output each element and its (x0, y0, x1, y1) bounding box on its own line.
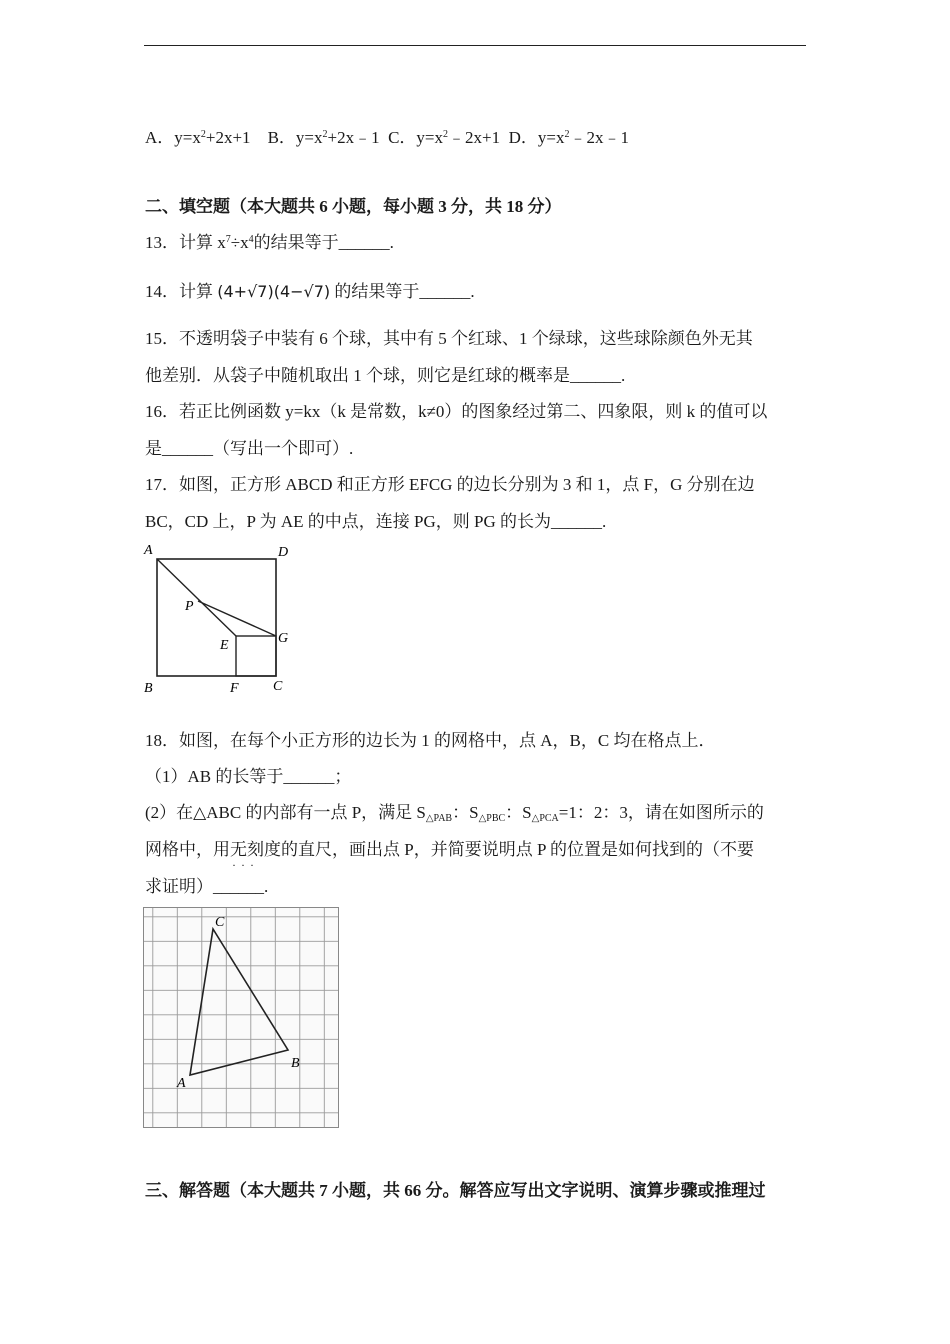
label-c: C (215, 915, 225, 930)
label-a: A (144, 543, 153, 558)
question-18-line-4: 求证明）______. (145, 877, 269, 896)
label-b: B (144, 681, 153, 696)
section-3-title: 三、解答题（本大题共 7 小题，共 66 分。解答应写出文字说明、演算步骤或推理过 (145, 1181, 766, 1200)
emphasis-dots: 无刻度 · · · (230, 840, 281, 859)
label-d: D (278, 545, 289, 560)
question-13: 13．计算 $x^7\div x^4$的结果等于______. (145, 233, 394, 252)
header-rule (144, 45, 806, 46)
question-15-line-1: 15．不透明袋子中装有 6 个球，其中有 5 个红球、1 个绿球，这些球除颜色外无其 (145, 329, 753, 348)
grid-frame (144, 908, 339, 1128)
choices-line (145, 127, 629, 149)
q17-squares-figure (140, 538, 300, 698)
choice-a: A．$y=x^2+2x+1$ (145, 128, 251, 147)
segment-pg (198, 601, 276, 636)
question-16-line-1: 16．若正比例函数 y=kx（k 是常数，k≠0）的图象经过第二、四象限，则 k 的值可以 (145, 402, 768, 421)
question-18-line-3: 网格中，用无刻度 · · ·的直尺，画出点 P，并简要说明点 P 的位置是如何找到的（不要 (145, 839, 754, 861)
question-16-line-2: 是______（写出一个即可）. (145, 439, 354, 458)
question-14: 14．计算 (4+√7)(4−√7) 的结果等于______. (145, 282, 475, 301)
label-b: B (291, 1056, 300, 1071)
q14-expression: (4+√7)(4−√7) (217, 282, 331, 301)
segment-ae (157, 559, 236, 636)
label-f: F (230, 681, 239, 696)
section-2-title: 二、填空题（本大题共 6 小题，每小题 3 分，共 18 分） (145, 197, 562, 216)
question-17-line-1: 17．如图，正方形 ABCD 和正方形 EFCG 的边长分别为 3 和 1，点 F，G 分别在边 (145, 475, 755, 494)
q18-grid-figure (143, 907, 340, 1129)
label-a: A (177, 1076, 186, 1091)
question-15-line-2: 他差别．从袋子中随机取出 1 个球，则它是红球的概率是______. (145, 366, 626, 385)
square-efcg (236, 636, 276, 676)
label-g: G (278, 631, 289, 646)
label-p: P (185, 599, 194, 614)
question-18-line-1: 18．如图，在每个小正方形的边长为 1 的网格中，点 A，B，C 均在格点上． (145, 731, 716, 750)
choice-b: B．$y=x^2+2x﹣1$ (267, 128, 380, 147)
question-18-part-2: (2）在△ABC 的内部有一点 P，满足 $S_{\triangle PAB}$：$S_{\triangle PBC}$：$S_{\triangle PCA}=1$：2：3，请在如图所示的 (145, 803, 764, 824)
choice-d: D．$y=x^2﹣2x﹣1$ (508, 128, 629, 147)
label-c: C (273, 679, 283, 694)
question-17-line-2: BC，CD 上，P 为 AE 的中点，连接 PG，则 PG 的长为______. (145, 512, 607, 531)
question-18-part-1: （1）AB 的长等于______； (145, 767, 352, 786)
label-e: E (220, 638, 229, 653)
choice-c: C．$y=x^2﹣2x+1$ (388, 128, 501, 147)
